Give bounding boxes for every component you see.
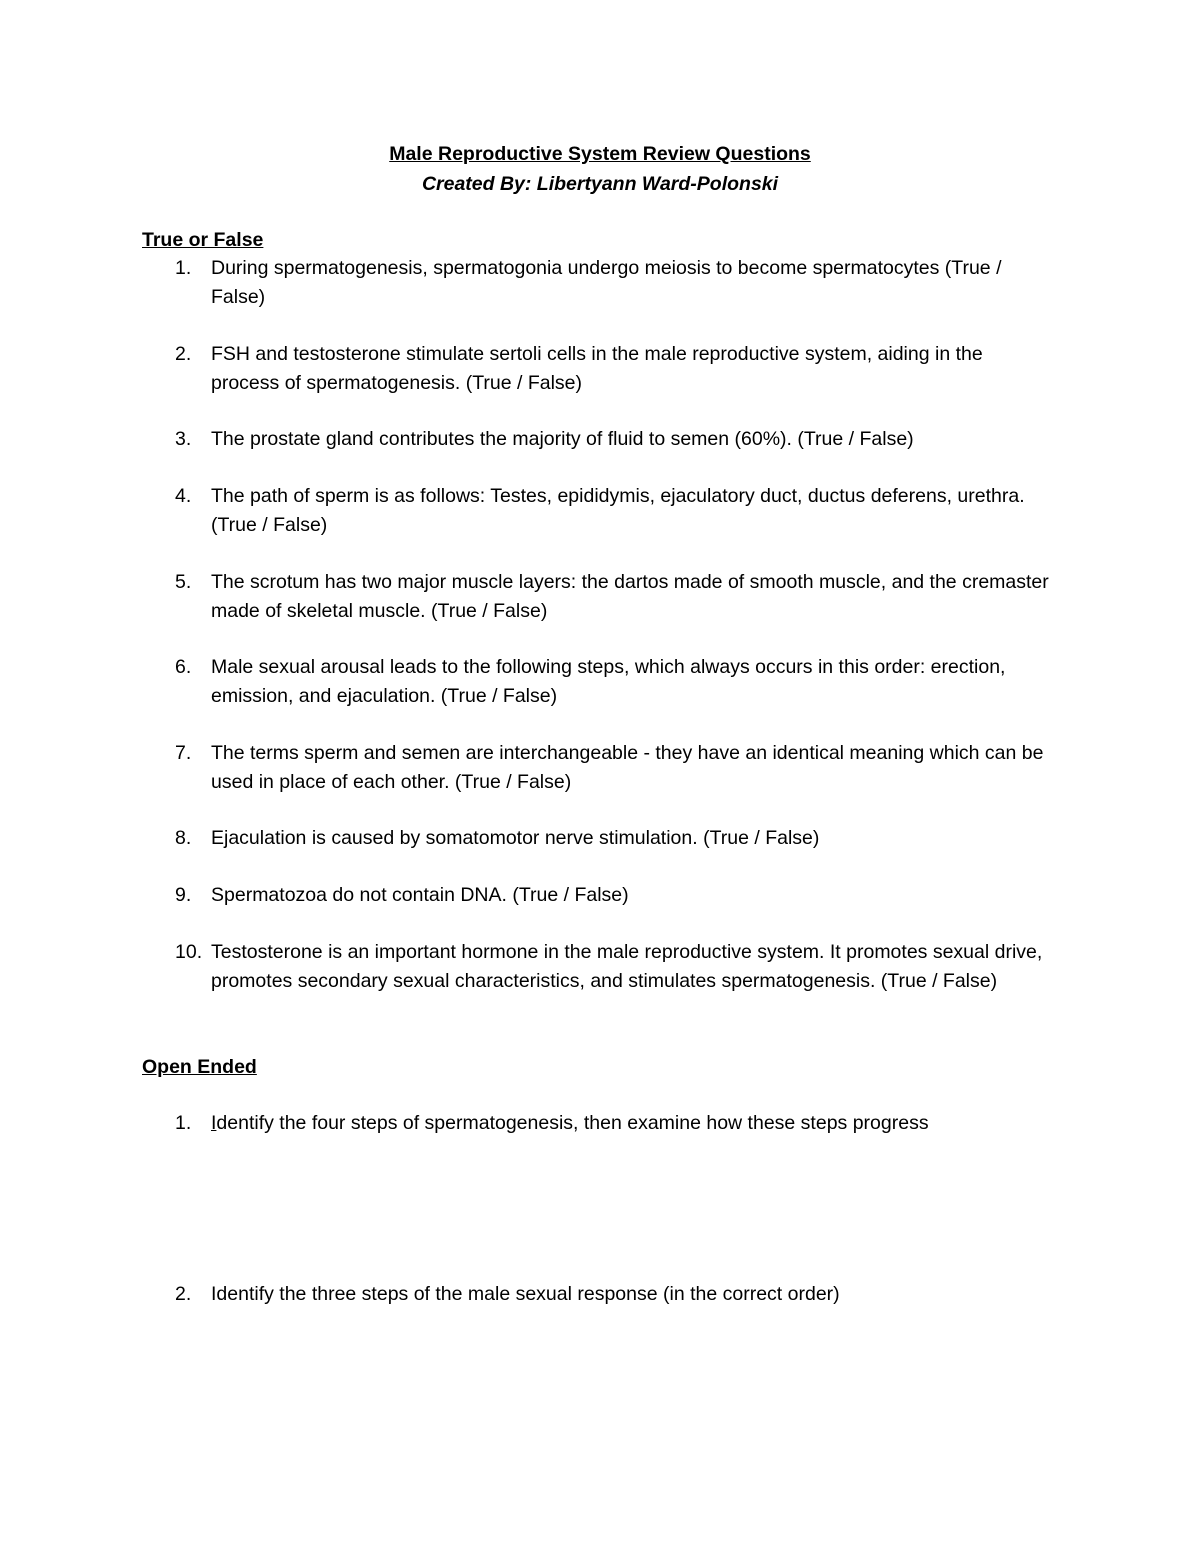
question-text: Identify the three steps of the male sexual response (in the correct order) bbox=[211, 1283, 840, 1305]
document-title: Male Reproductive System Review Questions bbox=[389, 143, 811, 165]
question-text-rest: dentify the four steps of spermatogenesis, then examine how these steps progress bbox=[216, 1112, 929, 1134]
text-cursor-char: I bbox=[211, 1112, 217, 1134]
question-number: 8. bbox=[175, 827, 192, 849]
question-number: 1. bbox=[175, 257, 192, 279]
true-false-question-9 bbox=[175, 881, 1055, 910]
true-false-question-7 bbox=[175, 739, 1055, 796]
open-ended-question-2 bbox=[175, 1280, 1055, 1309]
question-number: 9. bbox=[175, 884, 192, 906]
question-number: 1. bbox=[175, 1112, 192, 1134]
question-text: The scrotum has two major muscle layers: the dartos made of smooth muscle, and the cremaster made of skeletal muscle. (True / False) bbox=[211, 571, 1049, 622]
question-text: Testosterone is an important hormone in the male reproductive system. It promotes sexual drive, promotes secondary sexual characteristics, and stimulates spermatogenesis. (True / False) bbox=[211, 941, 1043, 992]
question-text bbox=[211, 1109, 1055, 1138]
question-text: Ejaculation is caused by somatomotor nerve stimulation. (True / False) bbox=[211, 827, 820, 849]
question-text: The prostate gland contributes the majority of fluid to semen (60%). (True / False) bbox=[211, 428, 914, 450]
document-subtitle: Created By: Libertyann Ward-Polonski bbox=[421, 173, 779, 195]
question-number: 2. bbox=[175, 1283, 192, 1305]
question-text: Male sexual arousal leads to the following steps, which always occurs in this order: erection, emission, and ejaculation. (True / False) bbox=[211, 656, 1006, 707]
question-number: 3. bbox=[175, 428, 192, 450]
true-false-question-3 bbox=[175, 425, 1055, 454]
open-ended-question-1 bbox=[175, 1109, 1055, 1138]
true-false-question-8 bbox=[175, 824, 1055, 853]
true-false-question-6 bbox=[175, 653, 1055, 710]
question-number: 7. bbox=[175, 742, 192, 764]
question-number: 2. bbox=[175, 343, 192, 365]
question-number: 6. bbox=[175, 656, 192, 678]
section-heading-true-false: True or False bbox=[142, 229, 264, 251]
question-text: Spermatozoa do not contain DNA. (True / False) bbox=[211, 884, 629, 906]
true-false-question-4 bbox=[175, 482, 1055, 539]
question-text: During spermatogenesis, spermatogonia undergo meiosis to become spermatocytes (True / False) bbox=[211, 257, 1002, 308]
true-false-question-10 bbox=[175, 938, 1055, 995]
question-text: The terms sperm and semen are interchangeable - they have an identical meaning which can be used in place of each other. (True / False) bbox=[211, 742, 1044, 793]
true-false-question-1 bbox=[175, 254, 1055, 311]
question-number: 10. bbox=[175, 941, 203, 963]
question-text: The path of sperm is as follows: Testes, epididymis, ejaculatory duct, ductus deferens, urethra. (True / False) bbox=[211, 485, 1025, 536]
true-false-question-2 bbox=[175, 340, 1055, 397]
question-number: 5. bbox=[175, 571, 192, 593]
question-text: FSH and testosterone stimulate sertoli cells in the male reproductive system, aiding in the process of spermatogenesis. (True / False) bbox=[211, 343, 983, 394]
true-false-question-5 bbox=[175, 568, 1055, 625]
question-number: 4. bbox=[175, 485, 192, 507]
section-heading-open-ended: Open Ended bbox=[142, 1056, 257, 1078]
